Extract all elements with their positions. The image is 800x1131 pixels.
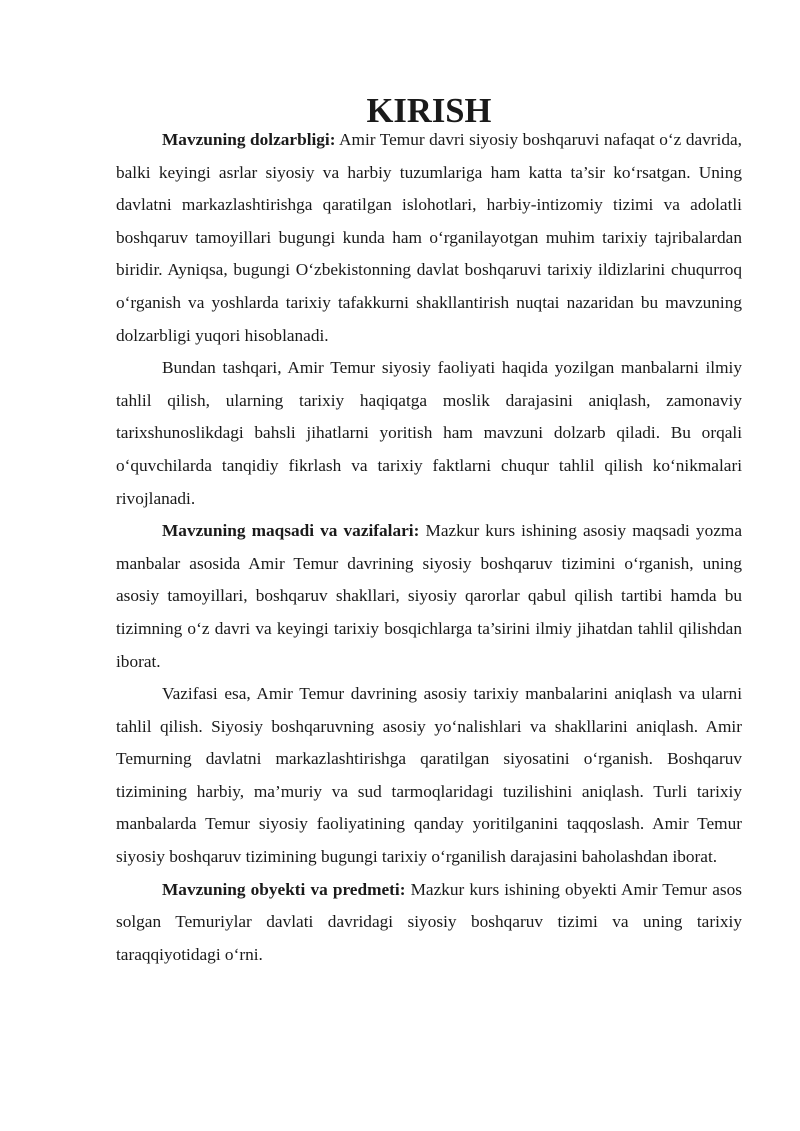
- paragraph-text: Amir Temur davri siyosiy boshqaruvi nafaqat o‘z davrida, balki keyingi asrlar siyosiy va harbiy tuzumlariga ham katta ta’sir ko‘rsatgan. Uning davlatni markazlashtirishga qaratilgan islohotlari, harbiy-intizomiy tizimi va adolatli boshqaruv tamoyillari bugungi kunda ham o‘rganilayotgan muhim tarixiy tajribalardan biridir. Ayniqsa, bugungi O‘zbekistonning davlat boshqaruvi tarixiy ildizlarini chuqurroq o‘rganish va yoshlarda tarixiy tafakkurni shakllantirish nuqtai nazaridan bu mavzuning dolzarbligi yuqori hisoblanadi.: [116, 130, 742, 345]
- paragraph-lead: Mavzuning obyekti va predmeti:: [162, 879, 406, 899]
- paragraph-relevance: [116, 124, 742, 352]
- paragraph-tasks: [116, 678, 742, 874]
- document-body: [116, 92, 742, 971]
- document-title: KIRISH: [366, 92, 492, 130]
- paragraph-text: Mazkur kurs ishining asosiy maqsadi yozma manbalar asosida Amir Temur davrining siyosiy boshqaruv tizimini o‘rganish, uning asosiy tamoyillari, boshqaruv shakllari, siyosiy qarorlar qabul qilish tartibi hamda bu tizimning o‘z davri va keyingi tarixiy bosqichlarga ta’sirini ilmiy jihatdan tahlil qilishdan iborat.: [116, 521, 742, 671]
- paragraph-additional: [116, 352, 742, 515]
- paragraph-object-subject: [116, 874, 742, 972]
- paragraph-text: Bundan tashqari, Amir Temur siyosiy faoliyati haqida yozilgan manbalarni ilmiy tahlil qilish, ularning tarixiy haqiqatga moslik darajasini aniqlash, zamonaviy tarixshunoslikdagi bahsli jihatlarni yoritish ham mavzuni dolzarb qiladi. Bu orqali o‘quvchilarda tanqidiy fikrlash va tarixiy faktlarni chuqur tahlil qilish ko‘nikmalari rivojlanadi.: [116, 358, 742, 508]
- paragraph-goals: [116, 515, 742, 678]
- paragraph-lead: Mavzuning maqsadi va vazifalari:: [162, 521, 420, 541]
- paragraph-text: Vazifasi esa, Amir Temur davrining asosiy tarixiy manbalarini aniqlash va ularni tahlil qilish. Siyosiy boshqaruvning asosiy yo‘nalishlari va shakllarini aniqlash. Amir Temurning davlatni markazlashtirishga qaratilgan siyosatini o‘rganish. Boshqaruv tizimining harbiy, ma’muriy va sud tarmoqlaridagi tuzilishini aniqlash. Turli tarixiy manbalarda Temur siyosiy faoliyatining qanday yoritilganini taqqoslash. Amir Temur siyosiy boshqaruv tizimining bugungi tarixiy o‘rganilish darajasini baholashdan iborat.: [116, 684, 742, 867]
- paragraph-text: Mazkur kurs ishining obyekti Amir Temur asos solgan Temuriylar davlati davridagi siyosiy boshqaruv tizimi va uning tarixiy taraqqiyotidagi o‘rni.: [116, 879, 742, 964]
- paragraph-lead: Mavzuning dolzarbligi:: [162, 130, 336, 149]
